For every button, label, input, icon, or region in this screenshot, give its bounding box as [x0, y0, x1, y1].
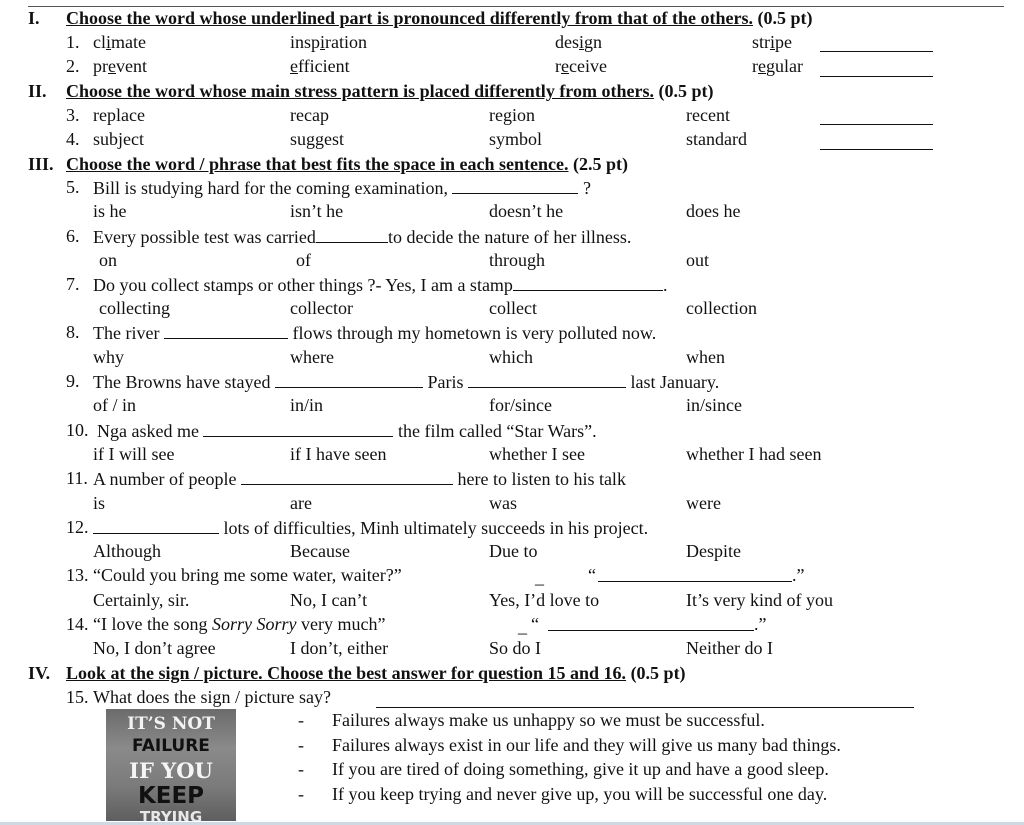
option-d: whether I had seen — [686, 444, 822, 464]
option-c: was — [489, 493, 517, 513]
answer-blank-4[interactable] — [820, 149, 933, 150]
question-stem: lots of difficulties, Minh ultimately succeeds in his project. — [93, 517, 648, 539]
option-b: isn’t he — [290, 201, 344, 221]
option-d: recent — [686, 105, 730, 125]
section-points: (0.5 pt) — [630, 663, 686, 683]
reply-dash: _ — [518, 616, 527, 636]
section-number: II. — [28, 81, 47, 101]
option-a: why — [93, 347, 124, 367]
question-8 — [0, 322, 1024, 346]
option-b: I don’t, either — [290, 638, 389, 658]
option-b: collector — [290, 298, 353, 318]
question-number: 12. — [66, 517, 89, 537]
option-d: - If you keep trying and never give up, you will be successful one day. — [298, 784, 828, 804]
option-a: subject — [93, 129, 144, 149]
option-d: stripe — [752, 32, 793, 52]
section-3-header — [28, 154, 628, 175]
option-c: symbol — [489, 129, 543, 149]
section-4-header — [28, 663, 686, 684]
option-c: which — [489, 347, 533, 367]
option-b: inspiration — [290, 32, 368, 52]
answer-blank-2[interactable] — [820, 76, 933, 77]
question-stem: Bill is studying hard for the coming examination, ? — [93, 178, 591, 198]
section-title: Choose the word whose underlined part is pronounced differently from that of the others. — [66, 8, 753, 28]
fill-blank[interactable] — [316, 226, 388, 243]
question-8-options — [0, 347, 1024, 371]
question-number: 4. — [66, 129, 80, 149]
question-11-options — [0, 493, 1024, 517]
option-a: - Failures always make us unhappy so we must be successful. — [298, 710, 765, 730]
fill-blank[interactable] — [203, 420, 393, 437]
reply-blank[interactable] — [598, 565, 792, 587]
reply-dash: _ — [535, 567, 544, 587]
option-b: in/in — [290, 395, 324, 415]
option-c: for/since — [489, 395, 552, 415]
question-6-options — [0, 250, 1024, 274]
option-d: Neither do I — [686, 638, 773, 658]
answer-blank-15[interactable] — [376, 707, 914, 708]
option-a: Although — [93, 541, 162, 561]
question-5 — [0, 177, 1024, 201]
option-b: if I have seen — [290, 444, 387, 464]
option-b: recap — [290, 105, 329, 125]
answer-blank-3[interactable] — [820, 124, 933, 125]
question-number: 1. — [66, 32, 80, 52]
question-number: 2. — [66, 56, 80, 76]
question-number: 5. — [66, 177, 80, 197]
option-d: in/since — [686, 395, 742, 415]
fill-blank-1[interactable] — [275, 371, 423, 388]
question-9 — [0, 371, 1024, 395]
question-10 — [0, 420, 1024, 444]
sign-line-2: FAILURE — [132, 736, 210, 756]
option-c: Yes, I’d love to — [489, 590, 600, 610]
question-number: 13. — [66, 565, 89, 585]
option-b: efficient — [290, 56, 350, 76]
option-d: when — [686, 347, 725, 367]
option-a: replace — [93, 105, 145, 125]
fill-blank[interactable] — [164, 322, 288, 339]
section-number: IV. — [28, 663, 51, 683]
option-b: where — [290, 347, 334, 367]
option-a: No, I don’t agree — [93, 638, 216, 658]
option-b: Because — [290, 541, 350, 561]
fill-blank[interactable] — [513, 274, 663, 291]
option-b: No, I can’t — [290, 590, 368, 610]
option-d: collection — [686, 298, 757, 318]
question-stem: “Could you bring me some water, waiter?” — [93, 565, 402, 585]
question-12-options — [0, 541, 1024, 565]
section-number: III. — [28, 154, 54, 174]
option-c: collect — [489, 298, 537, 318]
option-d: Despite — [686, 541, 741, 561]
question-number: 3. — [66, 105, 80, 125]
option-a: climate — [93, 32, 146, 52]
option-a: on — [99, 250, 117, 270]
question-number: 9. — [66, 371, 80, 391]
question-stem: A number of people here to listen to his talk — [93, 469, 626, 489]
option-c: So do I — [489, 638, 542, 658]
question-number: 11. — [66, 468, 88, 488]
option-c: whether I see — [489, 444, 585, 464]
option-c: design — [555, 32, 603, 52]
open-quote: “ — [588, 565, 596, 585]
section-1-header — [28, 8, 813, 29]
option-c: through — [489, 250, 545, 270]
question-7 — [0, 274, 1024, 298]
option-d: does he — [686, 201, 741, 221]
question-14-options — [0, 638, 1024, 662]
section-points: (2.5 pt) — [572, 154, 628, 174]
option-a: is he — [93, 201, 127, 221]
question-7-options — [0, 298, 1024, 322]
question-5-options — [0, 201, 1024, 225]
question-13 — [0, 565, 1024, 589]
question-number: 10. — [66, 420, 89, 440]
option-c: - If you are tired of doing something, give it up and have a good sleep. — [298, 759, 829, 779]
option-a: of / in — [93, 395, 136, 415]
song-title: Sorry Sorry — [211, 614, 297, 634]
fill-blank[interactable] — [93, 517, 219, 534]
section-points: (0.5 pt) — [658, 81, 714, 101]
question-3 — [0, 105, 1024, 129]
close-quote: .” — [792, 565, 805, 585]
question-number: 7. — [66, 274, 80, 294]
question-stem: Nga asked me the film called “Star Wars”. — [97, 421, 597, 441]
sign-line-3: IF YOU — [129, 758, 213, 783]
question-13-options — [0, 590, 1024, 614]
question-1 — [0, 32, 1024, 56]
option-a: Certainly, sir. — [93, 590, 190, 610]
option-c: Due to — [489, 541, 538, 561]
top-border-line — [28, 6, 1004, 7]
question-number: 8. — [66, 322, 80, 342]
sign-line-1: IT’S NOT — [127, 714, 215, 734]
option-d: were — [686, 493, 721, 513]
open-quote: “ — [531, 614, 539, 634]
section-title: Choose the word whose main stress pattern is placed differently from others. — [66, 81, 654, 101]
section-title: Choose the word / phrase that best fits the space in each sentence. — [66, 154, 569, 174]
question-stem: The river flows through my hometown is very polluted now. — [93, 323, 657, 343]
reply-blank[interactable] — [548, 614, 754, 636]
option-c: doesn’t he — [489, 201, 564, 221]
option-d: regular — [752, 56, 803, 76]
option-a: if I will see — [93, 444, 175, 464]
option-d: It’s very kind of you — [686, 590, 833, 610]
fill-blank[interactable] — [452, 177, 578, 194]
section-2-header — [28, 81, 713, 102]
option-b: - Failures always exist in our life and they will give us many bad things. — [298, 735, 841, 755]
question-10-options — [0, 444, 1024, 468]
question-9-options — [0, 395, 1024, 419]
close-quote: .” — [754, 614, 767, 634]
fill-blank-2[interactable] — [468, 371, 626, 388]
question-stem: Every possible test was carried to decide the nature of her illness. — [93, 227, 632, 247]
section-title: Look at the sign / picture. Choose the best answer for question 15 and 16. — [66, 663, 627, 683]
option-c: region — [489, 105, 535, 125]
option-c: receive — [555, 56, 607, 76]
question-number: 14. — [66, 614, 89, 634]
option-a: collecting — [99, 298, 170, 318]
option-d: standard — [686, 129, 747, 149]
question-stem: Do you collect stamps or other things ?- Yes, I am a stamp . — [93, 275, 668, 295]
option-d: out — [686, 250, 710, 270]
question-stem: The Browns have stayed Paris last January. — [93, 372, 720, 392]
question-number: 6. — [66, 226, 80, 246]
question-12 — [0, 517, 1024, 541]
option-a: prevent — [93, 56, 147, 76]
sign-line-4: KEEP — [137, 783, 205, 809]
sign-line-5: TRYING — [139, 808, 203, 821]
question-number: 15. — [66, 687, 89, 707]
question-stem: “I love the song Sorry Sorry very much” — [93, 614, 386, 634]
section-number: I. — [28, 8, 40, 28]
section-points: (0.5 pt) — [757, 8, 813, 28]
question-14 — [0, 614, 1024, 638]
motivation-sign-image — [106, 709, 236, 821]
fill-blank[interactable] — [241, 468, 453, 485]
question-stem: What does the sign / picture say? — [93, 687, 331, 707]
option-b: of — [296, 250, 311, 270]
answer-blank-1[interactable] — [820, 51, 933, 52]
question-11 — [0, 468, 1024, 492]
option-a: is — [93, 493, 106, 513]
option-b: suggest — [290, 129, 344, 149]
question-6 — [0, 226, 1024, 250]
option-b: are — [290, 493, 312, 513]
